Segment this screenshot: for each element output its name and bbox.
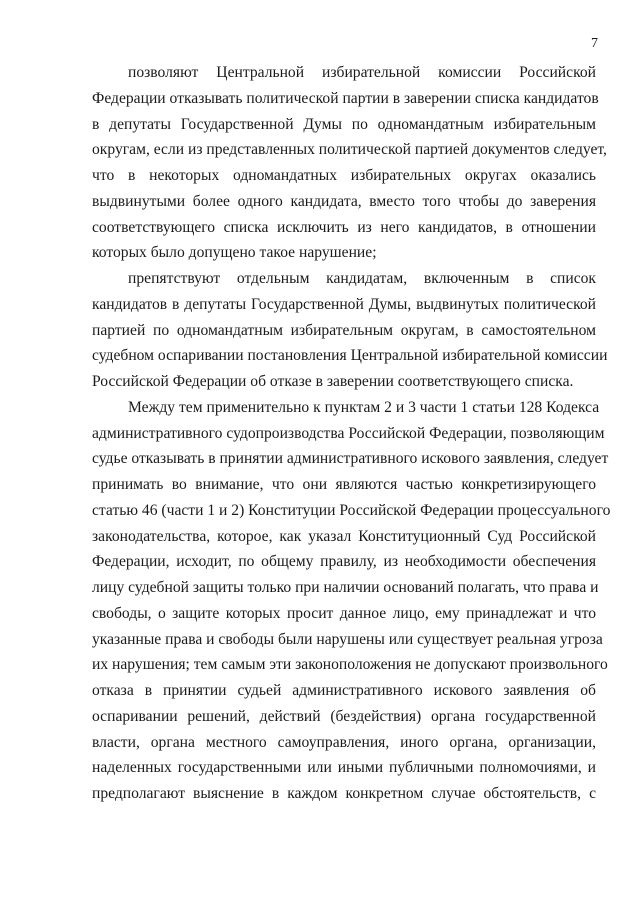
text-line: соответствующего списка исключить из него кандидатов, в отношении — [92, 218, 596, 236]
text-line: наделенных государственными или иными публичными полномочиями, и — [92, 759, 596, 777]
text-line: оспаривании решений, действий (бездействия) органа государственной — [92, 707, 596, 725]
text-line: Между тем применительно к пунктам 2 и 3 части 1 статьи 128 Кодекса — [128, 398, 600, 416]
text-line: в депутаты Государственной Думы по одномандатным избирательным — [92, 115, 596, 133]
text-line: предполагают выяснение в каждом конкретном случае обстоятельств, с — [92, 785, 596, 802]
text-line: позволяют Центральной избирательной комиссии Российской — [128, 64, 596, 81]
text-line: Российской Федерации об отказе в заверении соответствующего списка. — [92, 373, 574, 390]
paragraph-1 — [92, 60, 607, 266]
text-line: кандидатов в депутаты Государственной Думы, выдвинутых политической — [92, 295, 596, 313]
text-line: что в некоторых одномандатных избирательных округах оказались — [92, 167, 596, 184]
text-line: выдвинутыми более одного кандидата, вместо того чтобы до заверения — [92, 192, 596, 210]
text-line: судье отказывать в принятии административного искового заявления, следует — [92, 450, 609, 468]
text-line: отказа в принятии судьей административного искового заявления об — [92, 682, 596, 699]
text-line: указанные права и свободы были нарушены или существует реальная угроза — [92, 630, 603, 648]
text-line: свободы, о защите которых просит данное лицо, ему принадлежат и что — [92, 604, 596, 622]
text-line: судебном оспаривании постановления Центральной избирательной комиссии — [92, 347, 608, 365]
text-line: которых было допущено такое нарушение; — [92, 244, 377, 262]
text-line: округам, если из представленных политической партией документов следует, — [92, 141, 607, 159]
text-line: партией по одномандатным избирательным округам, в самостоятельном — [92, 321, 596, 339]
text-line: законодательства, которое, как указал Конституционный Суд Российской — [92, 527, 596, 545]
text-line: их нарушения; тем самым эти законоположения не допускают произвольного — [92, 656, 608, 674]
text-line: принимать во внимание, что они являются частью конкретизирующего — [92, 476, 596, 493]
paragraph-2 — [92, 266, 608, 395]
text-line: лицу судебной защиты только при наличии оснований полагать, что права и — [92, 579, 599, 596]
document-body — [92, 60, 611, 807]
text-line: власти, органа местного самоуправления, иного органа, организации, — [92, 733, 596, 751]
paragraph-3 — [92, 395, 611, 807]
text-line: административного судопроизводства Российской Федерации, позволяющим — [92, 424, 605, 442]
text-line: Федерации, исходит, по общему правилу, из необходимости обеспечения — [92, 553, 596, 571]
text-line: препятствуют отдельным кандидатам, включенным в список — [128, 270, 596, 287]
text-line: Федерации отказывать политической партии в заверении списка кандидатов — [92, 89, 599, 107]
text-line: статью 46 (части 1 и 2) Конституции Российской Федерации процессуального — [92, 501, 611, 519]
page-number: 7 — [591, 36, 598, 51]
